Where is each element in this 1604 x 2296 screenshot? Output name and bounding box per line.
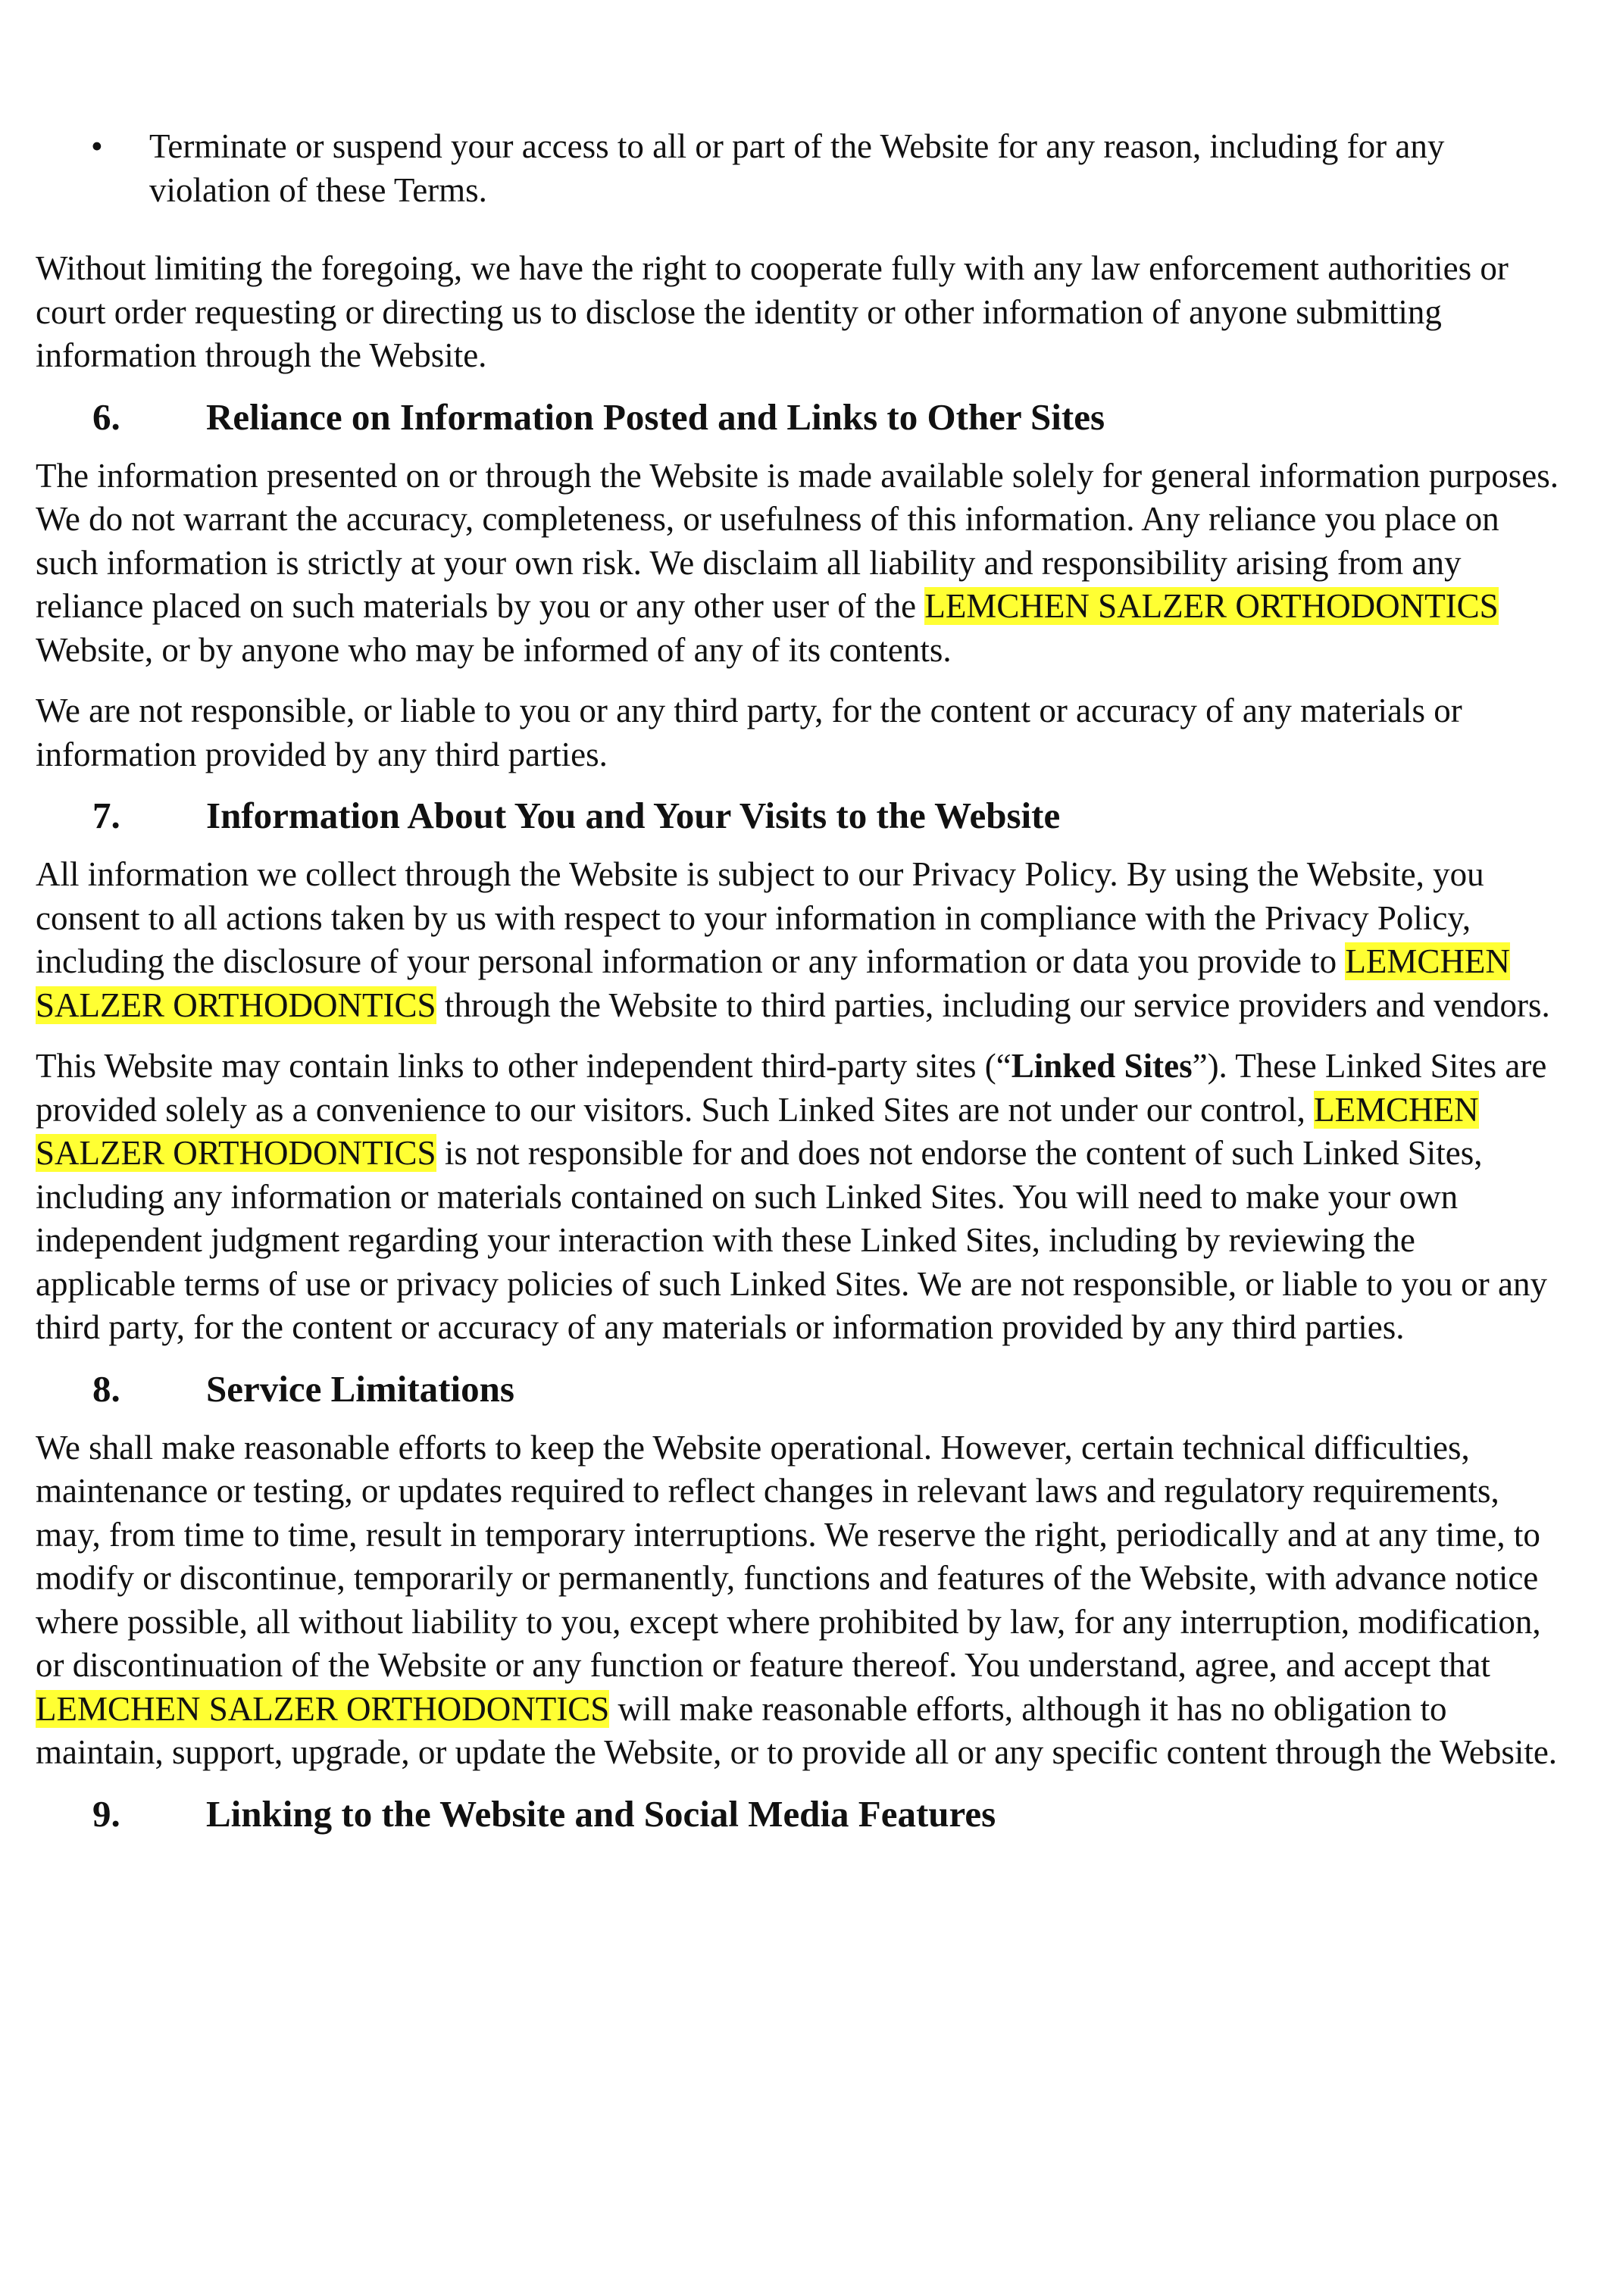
company-name-highlight: LEMCHEN SALZER ORTHODONTICS (36, 1689, 610, 1728)
section-title: Service Limitations (206, 1367, 514, 1410)
section-7-heading (36, 794, 1559, 837)
linked-sites-term: Linked Sites (1011, 1047, 1193, 1085)
bullet-text: Terminate or suspend your access to all or part of the Website for any reason, including for any violation of these Terms. (149, 127, 1445, 209)
section-6-paragraph-2: We are not responsible, or liable to you or any third party, for the content or accuracy of any materials or information provided by any third parties. (36, 692, 1462, 773)
section-title: Linking to the Website and Social Media Features (206, 1792, 996, 1835)
section-8-heading (36, 1367, 1559, 1410)
text-run: The information presented on or through the Website is made available solely for general information purposes. We do not warrant the accuracy, completeness, or usefulness of this information. Any reliance you place on such information is strictly at your own risk. We disclaim all liability and responsibility arising from any reliance placed on such materials by you or any other user of the (36, 456, 1559, 625)
bullet-item (36, 125, 1559, 212)
text-run: Website, or by anyone who may be informed of any of its contents. (36, 630, 952, 669)
section-9-heading (36, 1792, 1559, 1835)
bullet-icon: • (91, 127, 103, 165)
section-title: Information About You and Your Visits to the Website (206, 795, 1061, 836)
text-run: All information we collect through the Website is subject to our Privacy Policy. By using the Website, you consent to all actions taken by us with respect to your information in compliance with the Privacy Policy, including the disclosure of your personal information or any information or data you provide to (36, 855, 1484, 980)
section-7-paragraph-1 (36, 853, 1559, 1027)
text-run: This Website may contain links to other independent third-party sites (“ (36, 1047, 1011, 1085)
section-number: 8. (92, 1367, 120, 1410)
intro-paragraph: Without limiting the foregoing, we have the right to cooperate fully with any law enforcement authorities or court order requesting or directing us to disclose the identity or other information of anyone submitting information through the Website. (36, 249, 1509, 374)
text-run: will make reasonable efforts, although it has no obligation to maintain, support, upgrade, or update the Website, or to provide all or any specific content through the Website. (36, 1689, 1558, 1771)
section-6-heading (36, 395, 1559, 439)
section-number: 9. (92, 1792, 120, 1835)
company-name-highlight: LEMCHEN SALZER ORTHODONTICS (924, 587, 1499, 625)
section-6-paragraph-1 (36, 455, 1559, 673)
text-run: ”). These Linked Sites are provided solely as a convenience to our visitors. Such Linked Sites are not under our control, (36, 1047, 1547, 1129)
company-name-highlight: LEMCHEN SALZER ORTHODONTICS (36, 1090, 1479, 1172)
section-8-paragraph-1 (36, 1426, 1559, 1775)
text-run: We shall make reasonable efforts to keep the Website operational. However, certain technical difficulties, maintenance or testing, or updates required to reflect changes in relevant laws and regulatory requirements, may, from time to time, result in temporary interruptions. We reserve the right, periodically and at any time, to modify or discontinue, temporarily or permanently, functions and features of the Website, with advance notice where possible, all without liability to you, except where prohibited by law, for any interruption, modification, or discontinuation of the Website or any function or feature thereof. You understand, agree, and accept that (36, 1428, 1541, 1684)
company-name-highlight: LEMCHEN SALZER ORTHODONTICS (36, 942, 1510, 1024)
section-7-paragraph-2 (36, 1045, 1559, 1350)
section-title: Reliance on Information Posted and Links to Other Sites (206, 395, 1105, 438)
document-page (36, 125, 1559, 1851)
section-number: 7. (92, 795, 120, 836)
text-run: is not responsible for and does not endorse the content of such Linked Sites, including any information or materials contained on such Linked Sites. You will need to make your own independent judgment regarding your interaction with these Linked Sites, including by reviewing the applicable terms of use or privacy policies of such Linked Sites. We are not responsible, or liable to you or any third party, for the content or accuracy of any materials or information provided by any third parties. (36, 1134, 1548, 1346)
section-number: 6. (92, 395, 120, 438)
text-run: through the Website to third parties, including our service providers and vendors. (436, 986, 1550, 1024)
